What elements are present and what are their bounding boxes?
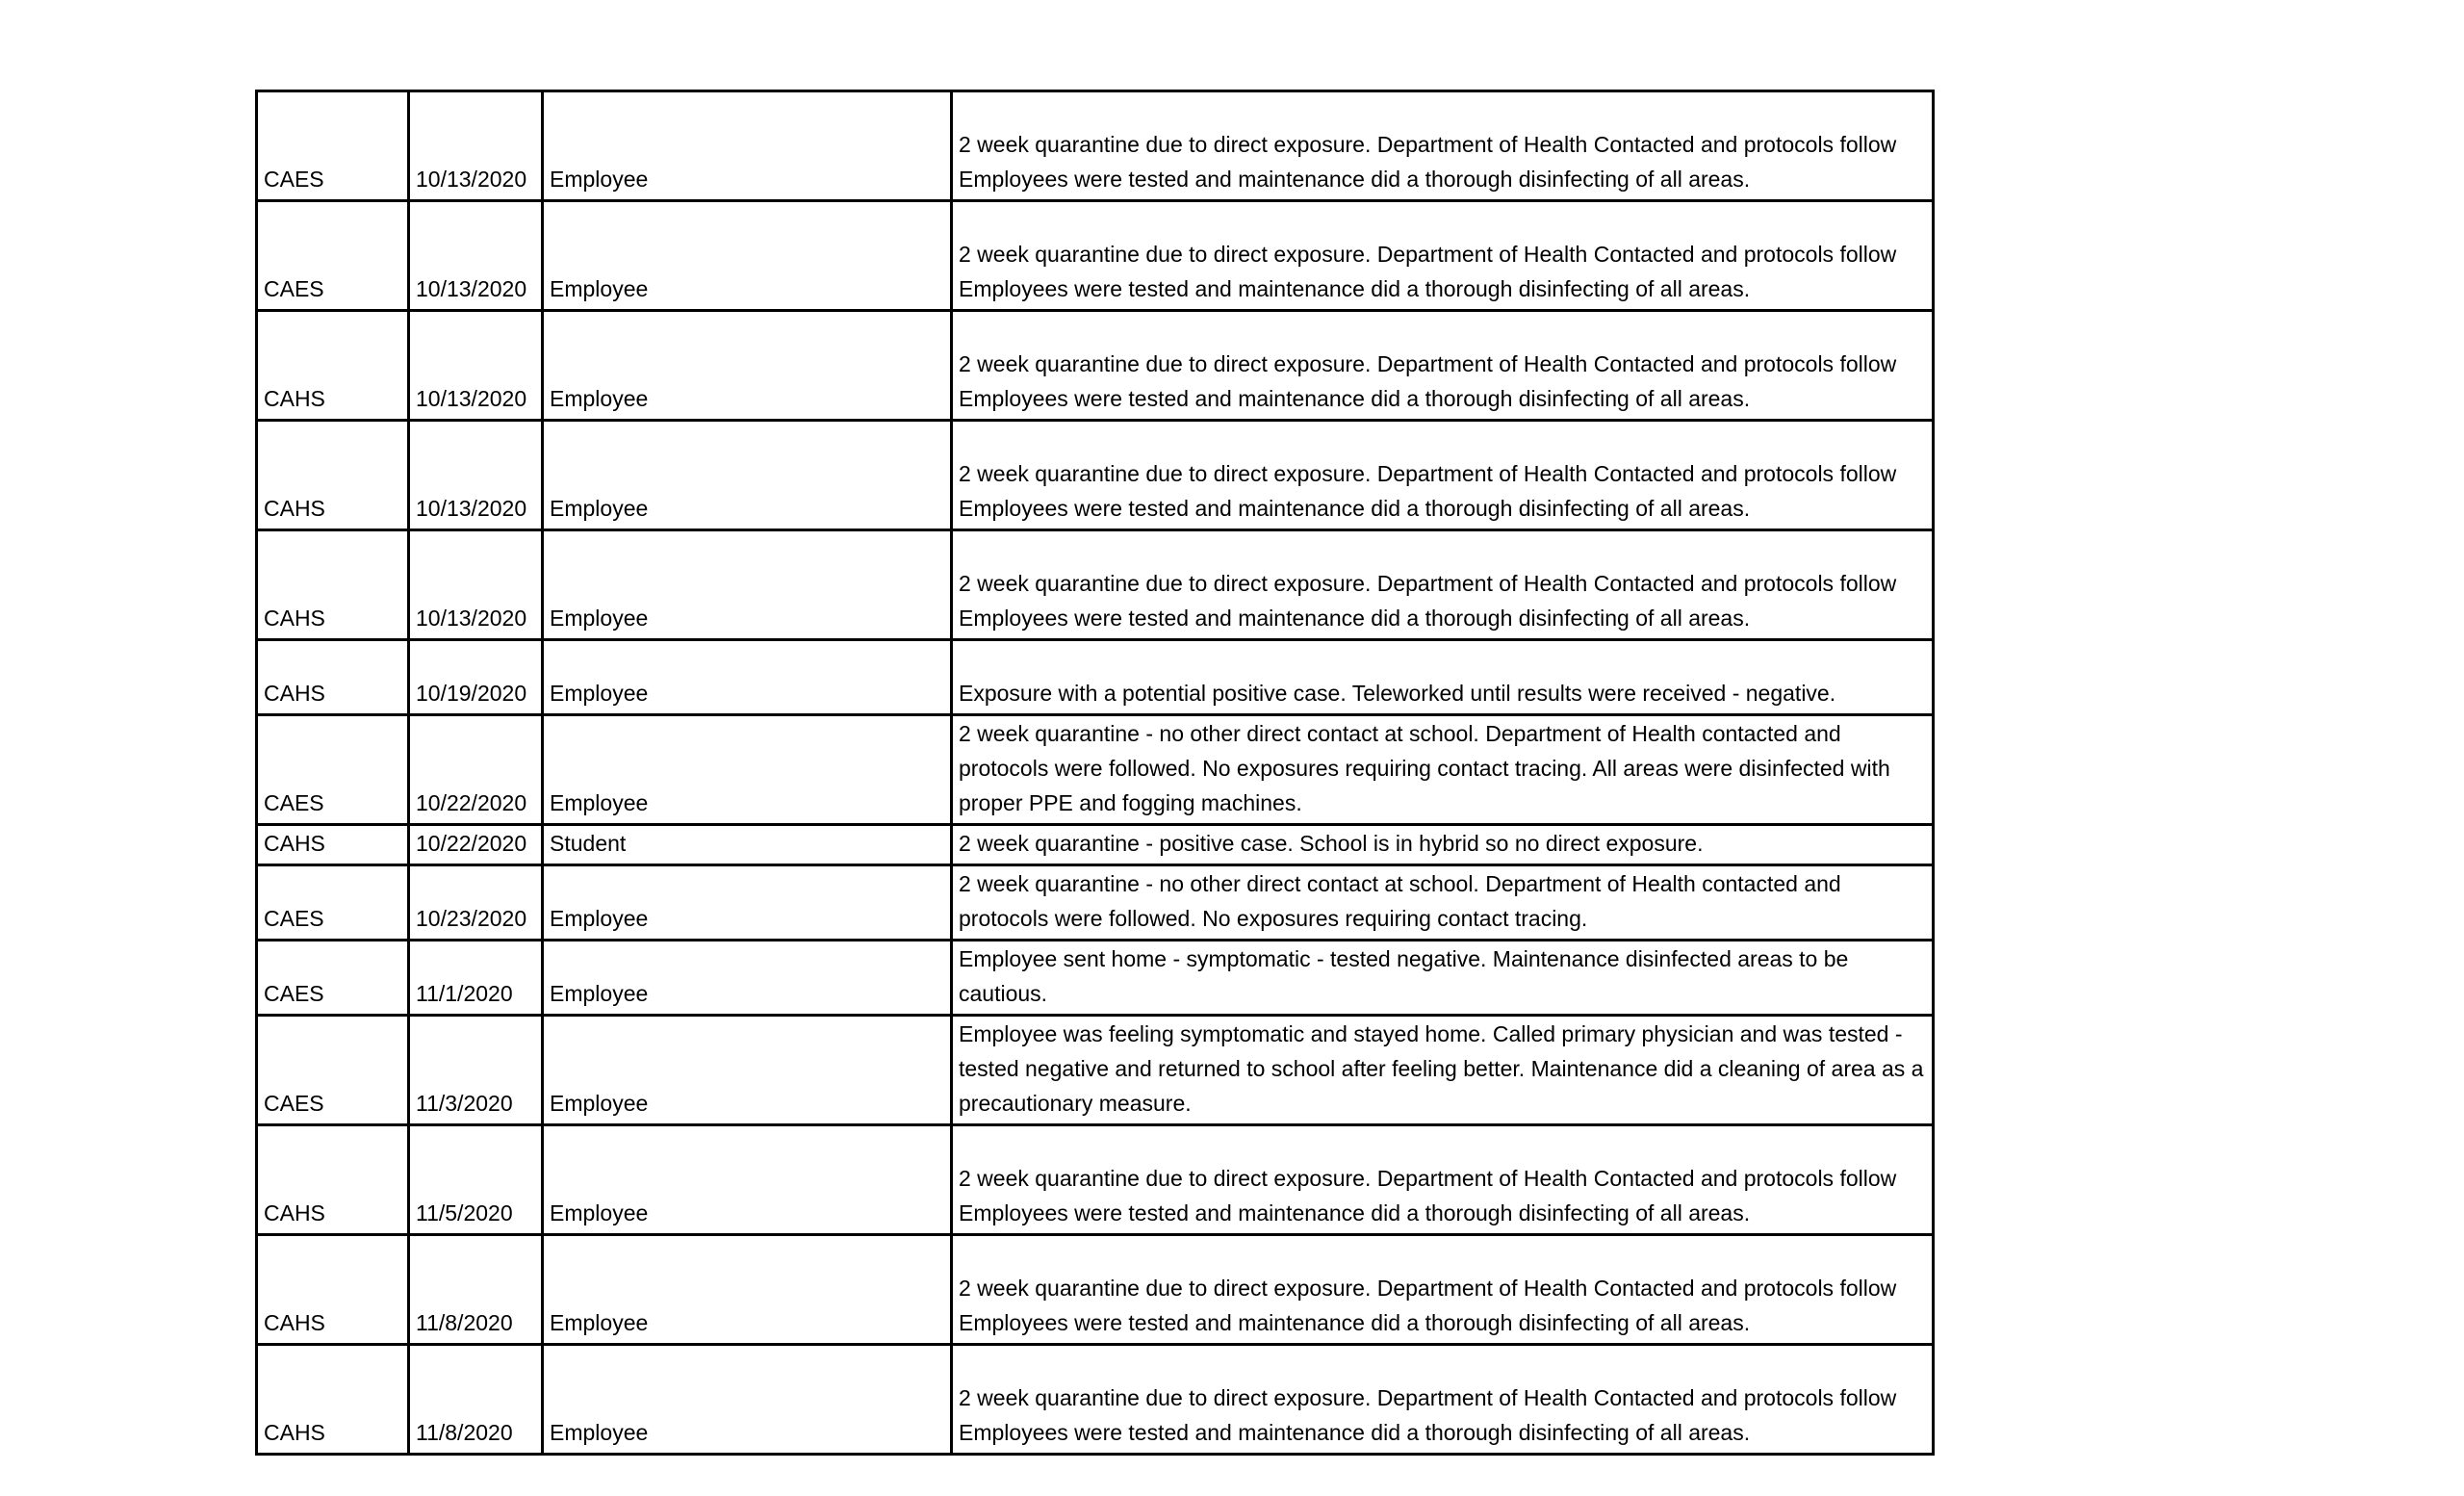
type-cell: Employee — [543, 715, 952, 825]
type-cell: Employee — [543, 640, 952, 715]
school-cell: CAES — [257, 201, 409, 311]
school-cell: CAES — [257, 1016, 409, 1125]
description-line: Exposure with a potential positive case. Teleworked until results were received - negative. — [959, 681, 1836, 706]
type-cell: Employee — [543, 941, 952, 1016]
type-cell: Employee — [543, 530, 952, 640]
description-line: Employees were tested and maintenance did a thorough disinfecting of all areas. — [959, 1420, 1751, 1445]
description-line — [959, 202, 1932, 237]
school-cell: CAHS — [257, 421, 409, 530]
school-cell: CAHS — [257, 530, 409, 640]
school-cell: CAES — [257, 865, 409, 941]
type-cell: Employee — [543, 1125, 952, 1235]
description-line: Employees were tested and maintenance did a thorough disinfecting of all areas. — [959, 606, 1751, 631]
school-cell: CAHS — [257, 1235, 409, 1345]
description-cell — [952, 825, 1934, 865]
date-cell: 10/13/2020 — [409, 91, 543, 201]
table-row — [257, 91, 1934, 201]
description-cell — [952, 941, 1934, 1016]
date-cell: 10/23/2020 — [409, 865, 543, 941]
incident-table — [255, 90, 1935, 1456]
description-cell — [952, 1235, 1934, 1345]
date-cell: 10/22/2020 — [409, 825, 543, 865]
description-line: Employees were tested and maintenance did a thorough disinfecting of all areas. — [959, 1200, 1751, 1225]
description-line: Employees were tested and maintenance did a thorough disinfecting of all areas. — [959, 496, 1751, 521]
description-cell — [952, 530, 1934, 640]
description-cell — [952, 201, 1934, 311]
description-cell — [952, 865, 1934, 941]
type-cell: Employee — [543, 1345, 952, 1455]
description-line: proper PPE and fogging machines. — [959, 790, 1302, 815]
description-line: Employees were tested and maintenance did a thorough disinfecting of all areas. — [959, 1310, 1751, 1335]
table-row — [257, 1345, 1934, 1455]
type-cell: Employee — [543, 865, 952, 941]
description-cell — [952, 715, 1934, 825]
description-line: Employee was feeling symptomatic and stayed home. Called primary physician and was tested - — [959, 1021, 1903, 1046]
date-cell: 10/13/2020 — [409, 421, 543, 530]
school-cell: CAHS — [257, 1125, 409, 1235]
description-line: 2 week quarantine due to direct exposure. Department of Health Contacted and protocols follow — [959, 351, 1897, 376]
table-row — [257, 1016, 1934, 1125]
date-cell: 11/8/2020 — [409, 1235, 543, 1345]
description-line: 2 week quarantine due to direct exposure. Department of Health Contacted and protocols follow — [959, 461, 1897, 486]
table-row — [257, 421, 1934, 530]
school-cell: CAES — [257, 715, 409, 825]
date-cell: 11/5/2020 — [409, 1125, 543, 1235]
description-line: Employees were tested and maintenance did a thorough disinfecting of all areas. — [959, 167, 1751, 192]
type-cell: Employee — [543, 1235, 952, 1345]
school-cell: CAHS — [257, 1345, 409, 1455]
description-line: tested negative and returned to school after feeling better. Maintenance did a cleaning of area as a — [959, 1056, 1924, 1081]
description-line — [959, 1236, 1932, 1271]
description-line — [959, 1346, 1932, 1380]
type-cell: Employee — [543, 1016, 952, 1125]
table-row — [257, 825, 1934, 865]
date-cell: 10/13/2020 — [409, 201, 543, 311]
table-row — [257, 201, 1934, 311]
date-cell: 10/22/2020 — [409, 715, 543, 825]
school-cell: CAHS — [257, 640, 409, 715]
description-line: 2 week quarantine - positive case. School is in hybrid so no direct exposure. — [959, 831, 1704, 856]
description-line — [959, 312, 1932, 347]
date-cell: 11/3/2020 — [409, 1016, 543, 1125]
description-line — [959, 92, 1932, 127]
table-row — [257, 1125, 1934, 1235]
date-cell: 10/13/2020 — [409, 530, 543, 640]
description-line: 2 week quarantine - no other direct contact at school. Department of Health contacted and — [959, 721, 1841, 746]
description-line — [959, 531, 1932, 566]
description-cell — [952, 421, 1934, 530]
table-row — [257, 311, 1934, 421]
type-cell: Employee — [543, 421, 952, 530]
school-cell: CAES — [257, 91, 409, 201]
table-row — [257, 640, 1934, 715]
date-cell: 10/13/2020 — [409, 311, 543, 421]
table-row — [257, 715, 1934, 825]
description-cell — [952, 1125, 1934, 1235]
description-line — [959, 641, 1932, 676]
description-line: Employees were tested and maintenance did a thorough disinfecting of all areas. — [959, 276, 1751, 301]
date-cell: 10/19/2020 — [409, 640, 543, 715]
date-cell: 11/8/2020 — [409, 1345, 543, 1455]
description-line — [959, 1126, 1932, 1161]
table-row — [257, 941, 1934, 1016]
description-cell — [952, 1016, 1934, 1125]
school-cell: CAHS — [257, 825, 409, 865]
type-cell: Employee — [543, 311, 952, 421]
type-cell: Employee — [543, 91, 952, 201]
description-line: protocols were followed. No exposures requiring contact tracing. All areas were disinfected with — [959, 756, 1890, 781]
description-line: 2 week quarantine due to direct exposure. Department of Health Contacted and protocols follow — [959, 242, 1897, 267]
description-line: precautionary measure. — [959, 1091, 1192, 1116]
type-cell: Student — [543, 825, 952, 865]
table-row — [257, 1235, 1934, 1345]
description-cell — [952, 640, 1934, 715]
description-line: Employee sent home - symptomatic - tested negative. Maintenance disinfected areas to be — [959, 946, 1849, 971]
school-cell: CAHS — [257, 311, 409, 421]
type-cell: Employee — [543, 201, 952, 311]
incident-table-body — [257, 91, 1934, 1455]
description-line: 2 week quarantine due to direct exposure. Department of Health Contacted and protocols follow — [959, 132, 1897, 157]
description-line: cautious. — [959, 981, 1048, 1006]
description-cell — [952, 91, 1934, 201]
table-row — [257, 865, 1934, 941]
description-line: protocols were followed. No exposures requiring contact tracing. — [959, 906, 1588, 931]
description-line: 2 week quarantine due to direct exposure. Department of Health Contacted and protocols follow — [959, 1385, 1897, 1410]
table-row — [257, 530, 1934, 640]
description-cell — [952, 311, 1934, 421]
description-line: 2 week quarantine due to direct exposure. Department of Health Contacted and protocols follow — [959, 1166, 1897, 1191]
description-line — [959, 422, 1932, 456]
description-line: 2 week quarantine - no other direct contact at school. Department of Health contacted and — [959, 871, 1841, 896]
date-cell: 11/1/2020 — [409, 941, 543, 1016]
description-cell — [952, 1345, 1934, 1455]
description-line: Employees were tested and maintenance did a thorough disinfecting of all areas. — [959, 386, 1751, 411]
description-line: 2 week quarantine due to direct exposure. Department of Health Contacted and protocols follow — [959, 571, 1897, 596]
description-line: 2 week quarantine due to direct exposure. Department of Health Contacted and protocols follow — [959, 1276, 1897, 1301]
school-cell: CAES — [257, 941, 409, 1016]
